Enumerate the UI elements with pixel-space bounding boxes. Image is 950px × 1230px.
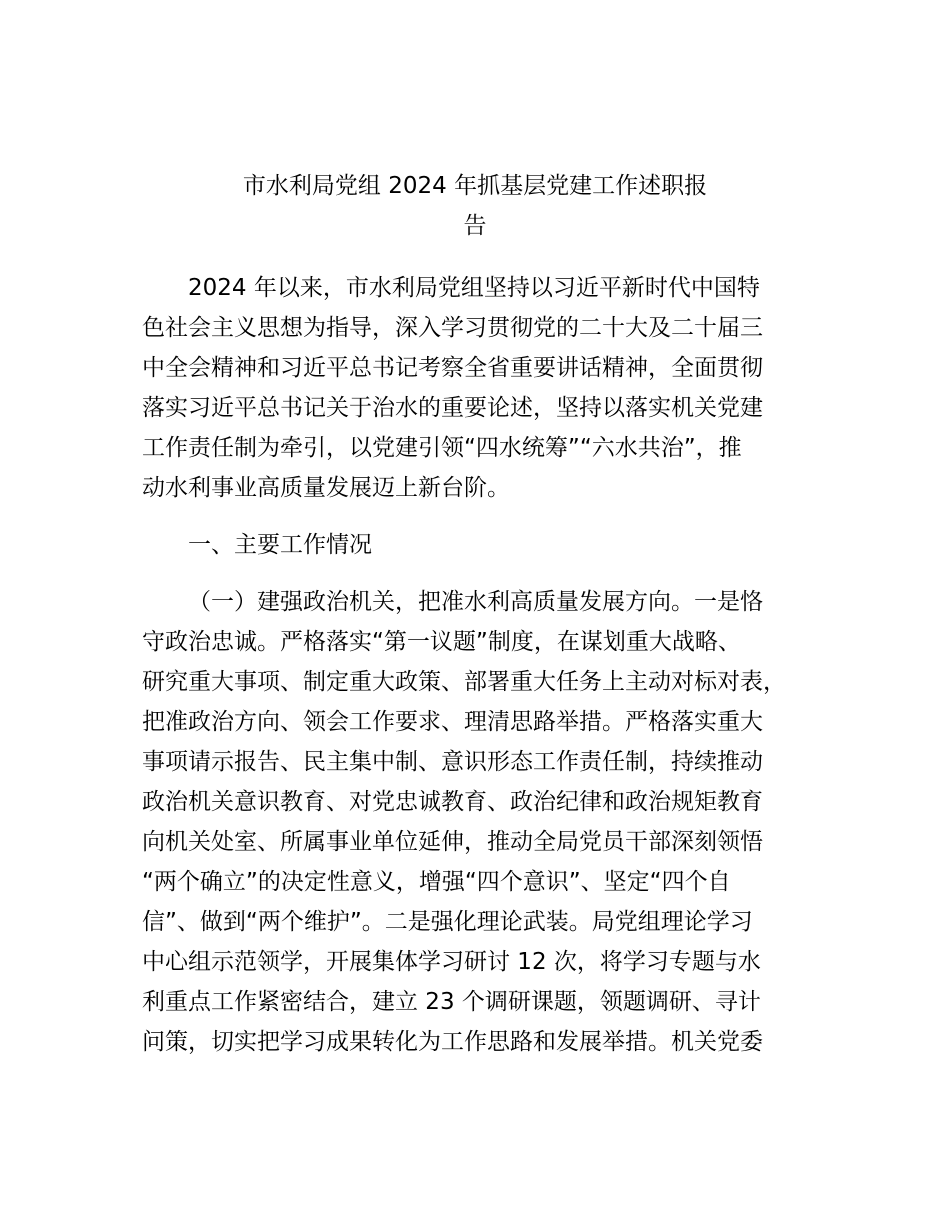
section1-line: 信”、做到“两个维护”。二是强化理论武装。局党组理论学习 bbox=[142, 909, 753, 935]
section1-line: 利重点工作紧密结合，建立 23 个调研课题，领题调研、寻计 bbox=[142, 989, 761, 1015]
intro-line: 动水利事业高质量发展迈上新台阶。 bbox=[142, 475, 510, 501]
document-body bbox=[142, 268, 842, 1062]
section1-line: 问策，切实把学习成果转化为工作思路和发展举措。机关党委 bbox=[142, 1029, 763, 1055]
section1-line: 政治机关意识教育、对党忠诚教育、政治纪律和政治规矩教育 bbox=[142, 789, 763, 815]
section1-line: 向机关处室、所属事业单位延伸，推动全局党员干部深刻领悟 bbox=[142, 829, 763, 855]
section1-line: 事项请示报告、民主集中制、意识形态工作责任制，持续推动 bbox=[142, 749, 763, 775]
document-title bbox=[130, 166, 820, 246]
title-line-1: 市水利局党组 2024 年抓基层党建工作述职报 bbox=[242, 173, 708, 199]
section1-line: 中心组示范领学，开展集体学习研讨 12 次，将学习专题与水 bbox=[142, 949, 761, 975]
intro-line: 2024 年以来，市水利局党组坚持以习近平新时代中国特 bbox=[188, 275, 760, 301]
section1-line: 研究重大事项、制定重大政策、部署重大任务上主动对标对表， bbox=[142, 669, 786, 695]
intro-line: 中全会精神和习近平总书记考察全省重要讲话精神，全面贯彻 bbox=[142, 355, 763, 381]
section1-line: （一）建强政治机关，把准水利高质量发展方向。一是恪 bbox=[188, 589, 763, 615]
intro-line: 工作责任制为牵引，以党建引领“四水统筹”“六水共治”，推 bbox=[142, 435, 742, 461]
section1-line: 把准政治方向、领会工作要求、理清思路举措。严格落实重大 bbox=[142, 709, 763, 735]
section1-line: 守政治忠诚。严格落实“第一议题”制度，在谋划重大战略、 bbox=[142, 629, 741, 655]
intro-line: 落实习近平总书记关于治水的重要论述，坚持以落实机关党建 bbox=[142, 395, 763, 421]
title-line-2: 告 bbox=[463, 213, 487, 239]
intro-line: 色社会主义思想为指导，深入学习贯彻党的二十大及二十届三 bbox=[142, 315, 763, 341]
section1-paragraph bbox=[142, 582, 842, 1062]
section1-line: “两个确立”的决定性意义，增强“四个意识”、坚定“四个自 bbox=[142, 869, 731, 895]
intro-paragraph bbox=[142, 268, 842, 508]
section-heading bbox=[142, 525, 842, 565]
section-heading-text: 一、主要工作情况 bbox=[188, 532, 372, 558]
